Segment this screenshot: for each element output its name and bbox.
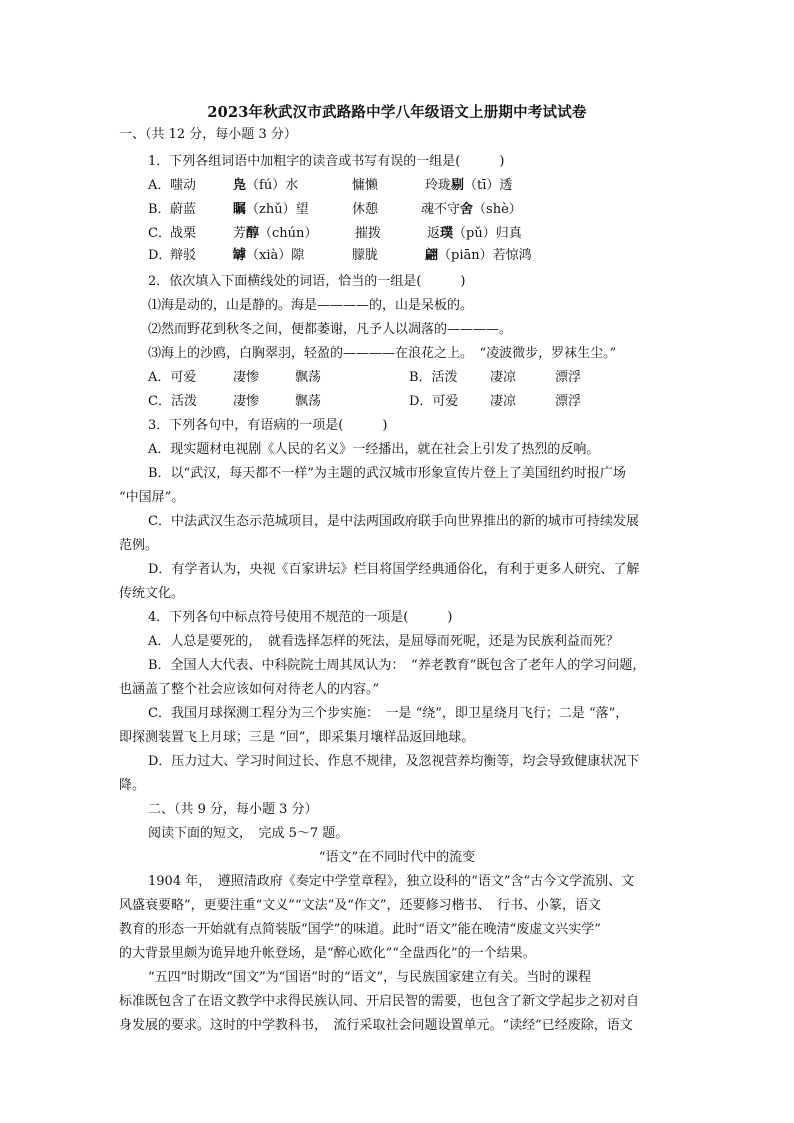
q2-option-b: B．活泼 — [409, 370, 458, 385]
q1-d-word2: 罅（xià）隙 — [233, 248, 305, 263]
q2-sentence-3: ⑶海上的沙鸥，白胸翠羽，轻盈的————在浪花之上。 “凌波微步，罗袜生尘。” — [148, 346, 617, 361]
q1-d-label: D． — [148, 248, 172, 263]
q1-c-word1: 战栗 — [170, 226, 197, 241]
q1-d-word3: 朦胧 — [352, 248, 379, 263]
q4-option-d-line1: D．压力过大、学习时间过长、作息不规律，及忽视营养均衡等，均会导致健康状况下 — [148, 754, 640, 769]
q3-option-b-line1: B．以“武汉，每天都不一样”为主题的武汉城市形象宣传片登上了美国纽约时报广场 — [148, 466, 626, 481]
q1-stem: 1．下列各组词语中加粗字的读音或书写有误的一组是( ) — [148, 154, 505, 169]
q1-a-label: A． — [148, 178, 171, 193]
q3-option-c-line1: C．中法武汉生态示范城项目，是中法两国政府联手向世界推出的新的城市可持续发展 — [148, 514, 639, 529]
q2-option-c: C．活泼 — [148, 394, 197, 409]
q3-option-d-line2: 传统文化。 — [119, 586, 185, 601]
page-title: 2023年秋武汉市武路路中学八年级语文上册期中考试试卷 — [207, 104, 587, 121]
passage-p1-line3: 教育的形态一开始就有点简装版“国学”的味道。此时“语文”能在晚清“废虚文兴实学” — [119, 922, 601, 937]
q2-option-c-word3: 飘荡 — [295, 394, 322, 409]
q3-option-a: A．现实题材电视剧《人民的名义》一经播出，就在社会上引发了热烈的反响。 — [148, 442, 600, 457]
passage-p2-line3: 身发展的要求。这时的中学教科书， 流行采取社会问题设置单元。“读经”已经废除，语文 — [119, 1018, 633, 1033]
q2-sentence-1: ⑴海是动的，山是静的。海是————的，山是呆板的。 — [148, 298, 474, 313]
q1-b-label: B． — [148, 202, 171, 217]
passage-title: “语文”在不同时代中的流变 — [318, 850, 476, 865]
q1-b-word4: 魂不守舍（shè） — [421, 202, 522, 217]
q1-b-word1: 蔚蓝 — [170, 202, 197, 217]
q2-stem: 2．依次填入下面横线处的词语，恰当的一组是( ) — [148, 274, 466, 289]
q2-option-d: D．可爱 — [409, 394, 459, 409]
q4-option-c-line2: 即探测装置飞上月球；三是 “回”，即采集月壤样品返回地球。 — [119, 730, 475, 745]
q1-a-word2: 凫（fú）水 — [233, 178, 299, 193]
section-2-header: 二、（共 9 分，每小题 3 分） — [148, 802, 318, 817]
q2-sentence-2: ⑵然而野花到秋冬之间，便都萎谢，凡予人以凋落的————。 — [148, 322, 513, 337]
q4-option-b-line1: B．全国人大代表、中科院院士周其凤认为： “养老教育”既包含了老年人的学习问题， — [148, 658, 646, 673]
q1-d-word4: 翩（piān）若惊鸿 — [425, 248, 532, 263]
q4-stem: 4．下列各句中标点符号使用不规范的一项是( ) — [148, 610, 453, 625]
q1-d-word1: 辩驳 — [170, 248, 197, 263]
q2-option-d-word3: 漂浮 — [555, 394, 582, 409]
passage-p1-line4: 的大背景里颇为诡异地升帐登场，是“醉心欧化”“全盘西化”的一个结果。 — [119, 946, 536, 961]
q2-option-b-word2: 凄凉 — [490, 370, 517, 385]
q2-option-b-word3: 漂浮 — [555, 370, 582, 385]
passage-p1-line2: 风盛衰要略”，更要注重“文义”“文法”及“作文”，还要修习楷书、 行书、小篆，语文 — [119, 898, 602, 913]
q2-option-a-word2: 凄惨 — [233, 370, 260, 385]
q2-option-a-word3: 飘荡 — [295, 370, 322, 385]
q3-option-c-line2: 范例。 — [119, 538, 159, 553]
q1-a-word4: 玲珑剔（tī）透 — [425, 178, 513, 193]
reading-instruction: 阅读下面的短文， 完成 5～7 题。 — [148, 826, 349, 841]
passage-p1-line1: 1904 年， 遵照清政府《奏定中学堂章程》，独立设科的“语文”含“古今文学流别、文 — [148, 874, 635, 889]
q4-option-b-line2: 也涵盖了整个社会应该如何对待老人的内容。” — [119, 682, 380, 697]
section-1-header: 一、（共 12 分，每小题 3 分） — [119, 127, 297, 142]
q2-option-c-word2: 凄惨 — [233, 394, 260, 409]
q3-option-b-line2: “中国屏”。 — [119, 490, 185, 505]
q3-option-d-line1: D．有学者认为，央视《百家讲坛》栏目将国学经典通俗化，有利于更多人研究、了解 — [148, 562, 640, 577]
q1-b-word3: 休憩 — [352, 202, 379, 217]
q2-option-d-word2: 凄凉 — [490, 394, 517, 409]
passage-p2-line2: 标准既包含了在语文教学中求得民族认同、开启民智的需要，也包含了新文学起步之初对自 — [119, 994, 640, 1009]
q1-c-word2: 芳醇（chún） — [233, 226, 318, 241]
q1-c-word4: 返璞（pǔ）归真 — [427, 226, 522, 241]
q2-option-a: A．可爱 — [148, 370, 197, 385]
q3-stem: 3．下列各句中，有语病的一项是( ) — [148, 418, 388, 433]
q4-option-c-line1: C．我国月球探测工程分为三个步实施： 一是 “绕”，即卫星绕月飞行；二是 “落”， — [148, 706, 629, 721]
q1-c-word3: 摧拨 — [355, 226, 382, 241]
q1-a-word1: 嗤动 — [170, 178, 197, 193]
q1-c-label: C． — [148, 226, 171, 241]
q4-option-d-line2: 降。 — [119, 778, 146, 793]
passage-p2-line1: “五四”时期改“国文”为“国语”时的“语文”，与民族国家建立有关。当时的课程 — [148, 970, 592, 985]
q4-option-a: A．人总是要死的， 就看选择怎样的死法，是屈辱而死呢，还是为民族利益而死？ — [148, 634, 619, 649]
q1-b-word2: 瞩（zhǔ）望 — [233, 202, 309, 217]
q1-a-word3: 慵懒 — [352, 178, 379, 193]
